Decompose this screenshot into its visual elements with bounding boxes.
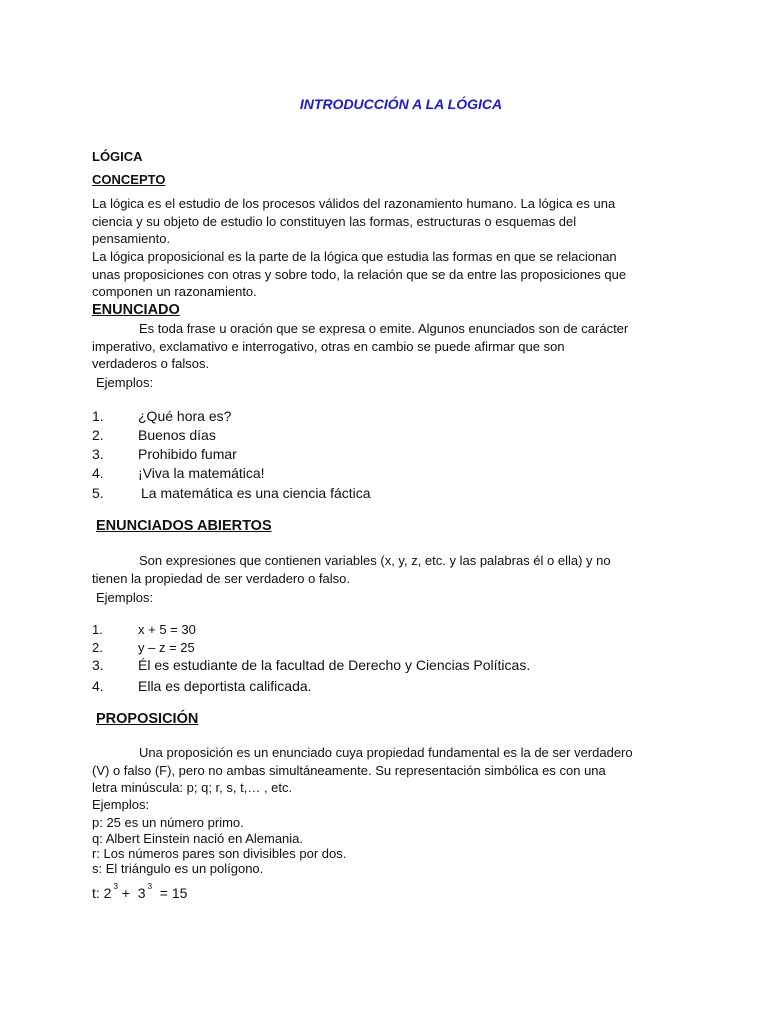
list-item-number: 4. — [92, 678, 104, 694]
list-item-text: Ella es deportista calificada. — [138, 678, 312, 694]
list-item-text: La matemática es una ciencia fáctica — [141, 485, 371, 501]
concepto-p1-line-3: pensamiento. — [92, 231, 171, 246]
enunciado-list-item — [92, 465, 265, 481]
enunciado-line-2: imperativo, exclamativo e interrogativo, otras en cambio se puede afirmar que son — [92, 338, 565, 354]
enunciado-list-item — [92, 427, 216, 443]
proposicion-line-1: Una proposición es un enunciado cuya propiedad fundamental es la de ser verdadero — [139, 745, 633, 760]
list-item-text: Él es estudiante de la facultad de Derecho y Ciencias Políticas. — [138, 657, 531, 673]
enunciado-list-item — [92, 485, 371, 501]
section-heading-logica: LÓGICA — [92, 149, 143, 164]
abiertos-ejemplos-label: Ejemplos: — [96, 590, 154, 605]
proposicion-example-p: p: 25 es un número primo. — [92, 815, 244, 830]
concepto-paragraph-2 — [92, 248, 676, 301]
concepto-p2-line-2: unas proposiciones con otras y sobre todo, la relación que se da entre las proposiciones que — [92, 266, 627, 282]
enunciado-line-1: Es toda frase u oración que se expresa o emite. Algunos enunciados son de carácter — [139, 321, 629, 336]
list-item-text: x + 5 = 30 — [138, 622, 196, 637]
list-item-number: 3. — [92, 657, 104, 673]
list-item-text: ¡Viva la matemática! — [138, 465, 265, 481]
list-item-number: 3. — [92, 446, 104, 462]
document-title: INTRODUCCIÓN A LA LÓGICA — [299, 96, 503, 112]
concepto-paragraph-1 — [92, 195, 676, 248]
list-item-text: y – z = 25 — [138, 640, 195, 655]
proposicion-example-q: q: Albert Einstein nació en Alemania. — [92, 831, 304, 846]
concepto-p2-line-3: componen un razonamiento. — [92, 284, 257, 299]
abiertos-list-item — [92, 657, 530, 673]
abiertos-paragraph — [92, 552, 676, 587]
proposicion-line-2: (V) o falso (F), pero no ambas simultáneamente. Su representación simbólica es con una — [92, 762, 606, 778]
formula-exponent-1: 3 — [113, 882, 118, 891]
proposicion-example-r: r: Los números pares son divisibles por dos. — [92, 846, 347, 861]
heading-enunciados-abiertos: ENUNCIADOS ABIERTOS — [96, 518, 272, 534]
heading-concepto: CONCEPTO — [92, 172, 166, 187]
formula-prefix: t: 2 — [92, 885, 112, 901]
concepto-p2-line-1: La lógica proposicional es la parte de la lógica que estudia las formas en que se relacionan — [92, 249, 617, 264]
list-item-text: Prohibido fumar — [138, 446, 237, 462]
list-item-number: 1. — [92, 408, 104, 424]
abiertos-list-item — [92, 640, 195, 655]
enunciado-paragraph — [92, 320, 676, 373]
heading-proposicion: PROPOSICIÓN — [96, 711, 199, 727]
list-item-text: ¿Qué hora es? — [138, 408, 232, 424]
concepto-p1-line-2: ciencia y su objeto de estudio lo constituyen las formas, estructuras o esquemas del — [92, 213, 577, 229]
concepto-p1-line-1: La lógica es el estudio de los procesos válidos del razonamiento humano. La lógica es una — [92, 196, 616, 211]
list-item-number: 1. — [92, 622, 103, 637]
proposicion-paragraph — [92, 744, 676, 797]
abiertos-line-2: tienen la propiedad de ser verdadero o falso. — [92, 570, 351, 586]
proposicion-example-s: s: El triángulo es un polígono. — [92, 861, 264, 876]
abiertos-list-item — [92, 678, 312, 694]
enunciado-line-3: verdaderos o falsos. — [92, 356, 210, 371]
list-item-text: Buenos días — [138, 427, 216, 443]
enunciado-ejemplos-label: Ejemplos: — [96, 375, 154, 390]
list-item-number: 4. — [92, 465, 104, 481]
proposicion-line-3: letra minúscula: p; q; r, s, t,… , etc. — [92, 780, 293, 795]
list-item-number: 2. — [92, 427, 104, 443]
abiertos-list-item — [92, 622, 196, 637]
formula-middle: + 3 — [117, 885, 146, 901]
enunciado-list-item — [92, 446, 237, 462]
heading-enunciado: ENUNCIADO — [92, 302, 180, 318]
proposicion-formula-t — [92, 882, 187, 901]
abiertos-line-1: Son expresiones que contienen variables (x, y, z, etc. y las palabras él o ella) y no — [139, 553, 611, 568]
enunciado-list-item — [92, 408, 231, 424]
formula-exponent-2: 3 — [147, 882, 153, 891]
list-item-number: 5. — [92, 485, 104, 501]
list-item-number: 2. — [92, 640, 103, 655]
formula-suffix: = 15 — [152, 885, 188, 901]
proposicion-ejemplos-label: Ejemplos: — [92, 797, 150, 812]
